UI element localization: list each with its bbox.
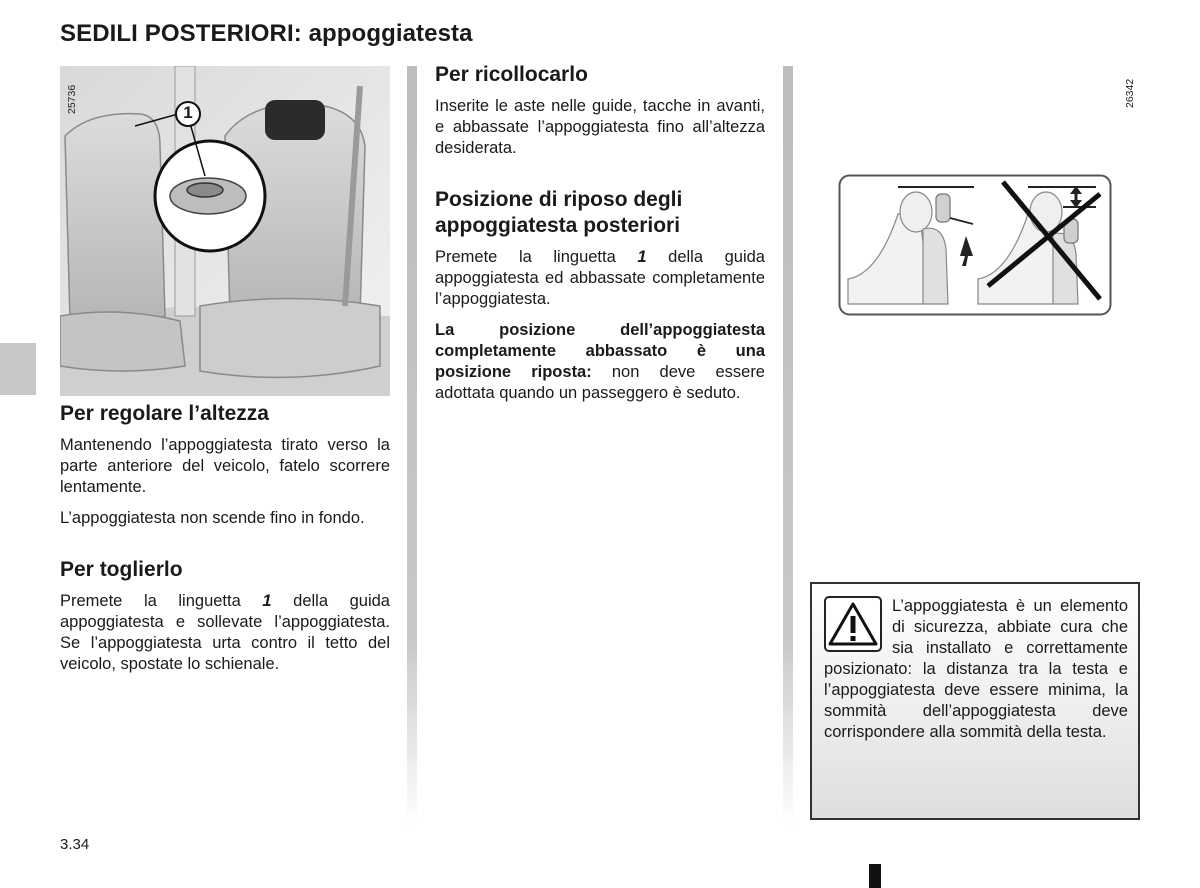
middle-column bbox=[435, 62, 765, 404]
heading-togliere: Per toglierlo bbox=[60, 558, 183, 581]
seat-illustration bbox=[60, 66, 390, 396]
paragraph-regolare-1: Mantenendo l’appoggiatesta tirato verso la parte anteriore del veicolo, fatelo scorrere lentamente. bbox=[60, 436, 390, 496]
chapter-tab bbox=[0, 343, 36, 395]
paragraph-regolare-2: L’appoggiatesta non scende fino in fondo. bbox=[60, 509, 365, 527]
tab-reference-number: 1 bbox=[262, 592, 272, 610]
column-divider-2 bbox=[783, 66, 793, 826]
headrest-diagram bbox=[838, 174, 1112, 316]
paragraph-riposo: Premete la linguetta 1 della guida appoggiatesta ed abbassate completamente l’appoggiatesta. bbox=[435, 248, 765, 308]
warning-text: L’appoggiatesta è un elemento di sicurezza, abbiate cura che sia installato e correttamente posizionato: la distanza tra la testa e l’appoggiatesta deve essere minima, la sommità dell’appoggiatesta deve corrispondere alla sommità della testa. bbox=[824, 597, 1128, 741]
diagram-code: 26342 bbox=[1124, 78, 1136, 108]
rear-seat-photo bbox=[60, 66, 390, 396]
heading-regolare: Per regolare l’altezza bbox=[60, 402, 269, 425]
print-mark bbox=[869, 864, 881, 888]
headrest-position-diagram bbox=[838, 174, 1112, 316]
paragraph-riposo-note: La posizione dell’appoggiatesta completamente abbassato è una posizione riposta: non deve essere adottata quando un passeggero è seduto. bbox=[435, 321, 765, 402]
heading-riposo: Posizione di riposo degli appoggiatesta posteriori bbox=[435, 188, 683, 237]
photo-callout-number: 1 bbox=[183, 103, 193, 122]
heading-ricollocare: Per ricollocarlo bbox=[435, 63, 588, 86]
photo-code: 25736 bbox=[66, 84, 78, 114]
safety-warning-box bbox=[810, 582, 1140, 820]
paragraph-ricollocare: Inserite le aste nelle guide, tacche in avanti, e abbassate l’appoggiatesta fino all’altezza desiderata. bbox=[435, 97, 765, 157]
page-title: SEDILI POSTERIORI: appoggiatesta bbox=[60, 20, 473, 47]
page-number: 3.34 bbox=[60, 836, 90, 853]
paragraph-togliere: Premete la linguetta 1 della guida appoggiatesta e sollevate l’appoggiatesta. Se l’appoggiatesta urta contro il tetto del veicolo, spostate lo schienale. bbox=[60, 592, 390, 673]
left-column bbox=[60, 401, 390, 675]
tab-reference-number: 1 bbox=[637, 248, 647, 266]
column-divider-1 bbox=[407, 66, 417, 826]
